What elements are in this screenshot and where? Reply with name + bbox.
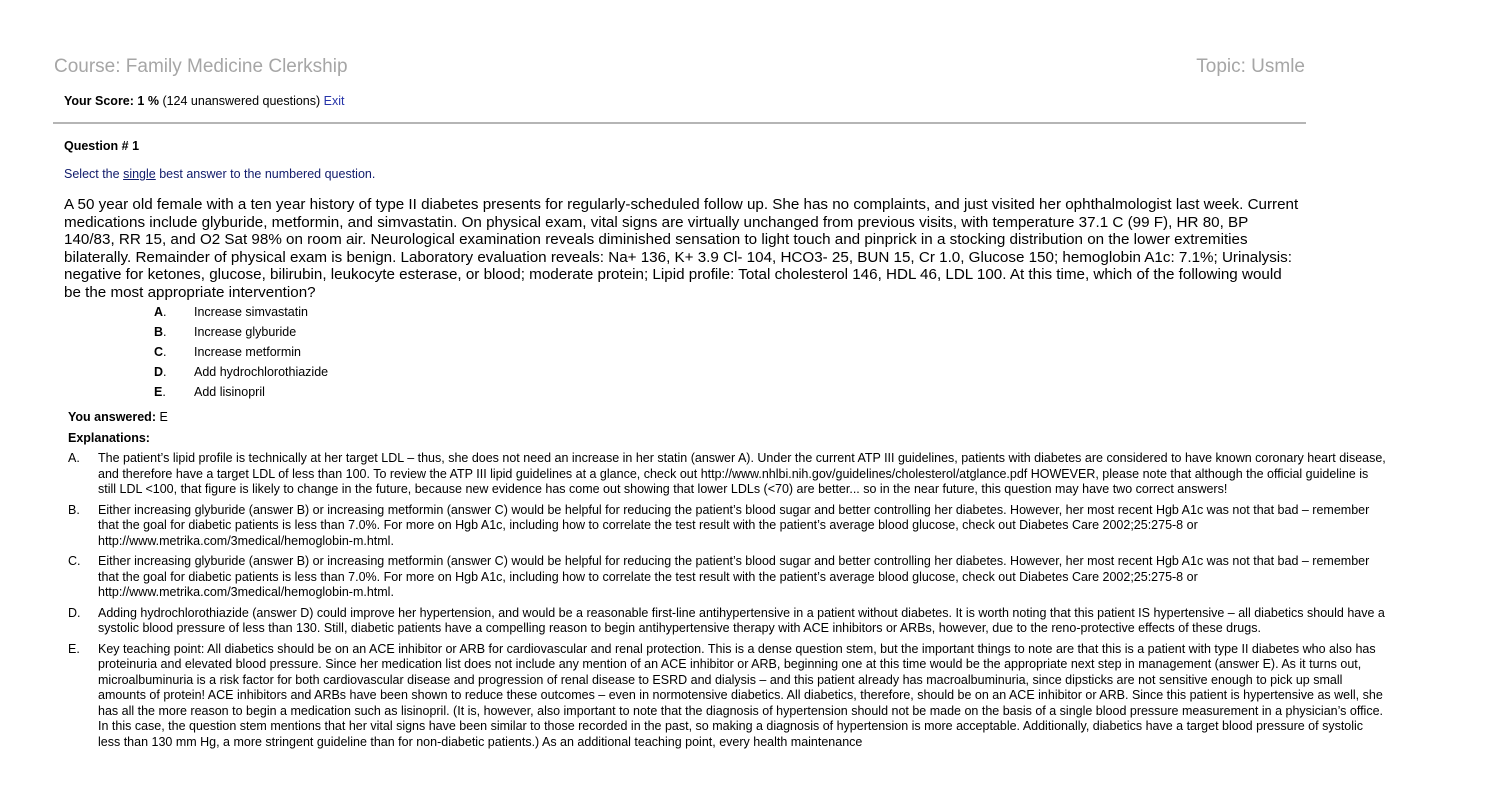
instruction-post: best answer to the numbered question.	[155, 167, 376, 181]
answered-value: E	[159, 410, 168, 424]
instruction-emphasis: single	[123, 167, 156, 181]
explanation-text: Adding hydrochlorothiazide (answer D) could improve her hypertension, and would be a reasonable first-line antihypertensive in a patient without diabetes. It is worth noting that this patient IS hypertensive – all diabetics should have a systolic blood pressure of less than 130. Still, diabetic patients have a compelling reason to begin antihypertensive therapy with ACE inhibitors or ARBs, however, due to the reno-protective effects of these drugs.	[98, 605, 1385, 635]
you-answered	[68, 409, 168, 425]
explanations-heading: Explanations:	[68, 431, 150, 445]
explanation-b	[68, 503, 1388, 550]
question-instruction	[64, 166, 375, 182]
choice-letter: D.	[154, 365, 167, 379]
explanation-letter: D.	[68, 605, 81, 620]
choice-text: Add hydrochlorothiazide	[194, 365, 329, 379]
choice-text: Increase metformin	[194, 345, 301, 359]
instruction-pre: Select the	[64, 167, 124, 181]
choice-letter: C.	[154, 345, 167, 359]
explanation-a	[68, 451, 1388, 498]
explanation-letter: C.	[68, 554, 81, 568]
unanswered-count: (124 unanswered questions)	[162, 94, 321, 108]
exit-link[interactable]: Exit	[323, 94, 345, 108]
explanations-list	[68, 451, 1388, 755]
score-label: Your Score:	[64, 94, 134, 108]
choice-letter: B.	[154, 325, 167, 339]
explanation-d	[68, 606, 1388, 637]
explanation-text: The patient’s lipid profile is technically at her target LDL – thus, she does not need an increase in her statin (answer A). Under the current ATP III guidelines, patients with diabetes are considered to have known coronary heart disease, and therefore have a target LDL of less than 100. To review the ATP III lipid guidelines at a glance, check out http://www.nhlbi.nih.gov/guidelines/cholesterol/atglance.pdf HOWEVER, please note that although the official guideline is still LDL <100, that figure is likely to change in the future, because new evidence has come out showing that lower LDLs (<70) are better... so in the near future, this question may have two correct answers!	[98, 451, 1386, 496]
score-value: 1 %	[137, 94, 159, 108]
score-line	[64, 93, 345, 109]
course-title: Course: Family Medicine Clerkship	[54, 56, 348, 77]
explanation-text: Either increasing glyburide (answer B) or increasing metformin (answer C) would be helpful for reducing the patient’s blood sugar and better controlling her diabetes. However, her most recent Hgb A1c was not that bad – remember that the goal for diabetic patients is less than 7.0%. For more on Hgb A1c, including how to correlate the test result with the patient’s average blood glucose, check out Diabetes Care 2002;25:275-8 or http://www.metrika.com/3medical/hemoglobin-m.html.	[98, 554, 1370, 599]
choice-text: Increase glyburide	[194, 325, 297, 339]
choice-letter: E.	[154, 385, 166, 399]
explanation-letter: A.	[68, 451, 80, 465]
explanation-letter: B.	[68, 502, 80, 517]
choice-text: Increase simvastatin	[194, 305, 308, 319]
choice-text: Add lisinopril	[194, 385, 265, 399]
question-number: Question # 1	[64, 139, 140, 153]
header-divider	[53, 122, 1306, 124]
topic-title: Topic: Usmle	[1196, 56, 1305, 77]
answered-label: You answered:	[68, 410, 156, 424]
explanation-c	[68, 554, 1388, 601]
question-stem: A 50 year old female with a ten year history of type II diabetes presents for regularly-scheduled follow up. She has no complaints, and just visited her ophthalmologist last week. Current medications include glyburide, metformin, and simvastatin. On physical exam, vital signs are virtually unchanged from previous visits, with temperature 37.1 C (99 F), HR 80, BP 140/83, RR 15, and O2 Sat 98% on room air. Neurological examination reveals diminished sensation to light touch and pinprick in a stocking distribution on the lower extremities bilaterally. Remainder of physical exam is benign. Laboratory evaluation reveals: Na+ 136, K+ 3.9 Cl- 104, HCO3- 25, BUN 15, Cr 1.0, Glucose 150; hemoglobin A1c: 7.1%; Urinalysis: negative for ketones, glucose, bilirubin, leukocyte esterase, or blood; moderate protein; Lipid profile: Total cholesterol 146, HDL 46, LDL 100. At this time, which of the following would be the most appropriate intervention?	[64, 196, 1299, 301]
explanation-text: Key teaching point: All diabetics should be on an ACE inhibitor or ARB for cardiovascular and renal protection. This is a dense question stem, but the important things to note are that this is a patient with type II diabetes who also has proteinuria and elevated blood pressure. Since her medication list does not include any mention of an ACE inhibitor or ARB, beginning one at this time would be the appropriate next step in management (answer E). As it turns out, microalbuminuria is a risk factor for both cardiovascular disease and progression of renal disease to ESRD and dialysis – and this patient already has macroalbuminuria, since dipsticks are not sensitive enough to pick up small amounts of protein! ACE inhibitors and ARBs have been shown to reduce these outcomes – even in normotensive diabetics. All diabetics, therefore, should be on an ACE inhibitor or ARB. Since this patient is hypertensive as well, she has all the more reason to begin a medication such as lisinopril. (It is, however, also important to note that the diagnosis of hypertension should not be made on the basis of a single blood pressure measurement in a physician’s office. In this case, the question stem mentions that her vital signs have been similar to those recorded in the past, so making a diagnosis of hypertension is more acceptable. Additionally, diabetics have a target blood pressure of systolic less than 130 mm Hg, a more stringent guideline than for non-diabetic patients.) As an additional teaching point, every health maintenance	[98, 641, 1384, 749]
explanation-letter: E.	[68, 641, 80, 656]
explanation-e	[68, 642, 1388, 751]
explanation-text: Either increasing glyburide (answer B) or increasing metformin (answer C) would be helpful for reducing the patient’s blood sugar and better controlling her diabetes. However, her most recent Hgb A1c was not that bad – remember that the goal for diabetic patients is less than 7.0%. For more on Hgb A1c, including how to correlate the test result with the patient’s average blood glucose, check out Diabetes Care 2002;25:275-8 or http://www.metrika.com/3medical/hemoglobin-m.html.	[98, 502, 1370, 548]
choice-letter: A.	[154, 305, 167, 319]
